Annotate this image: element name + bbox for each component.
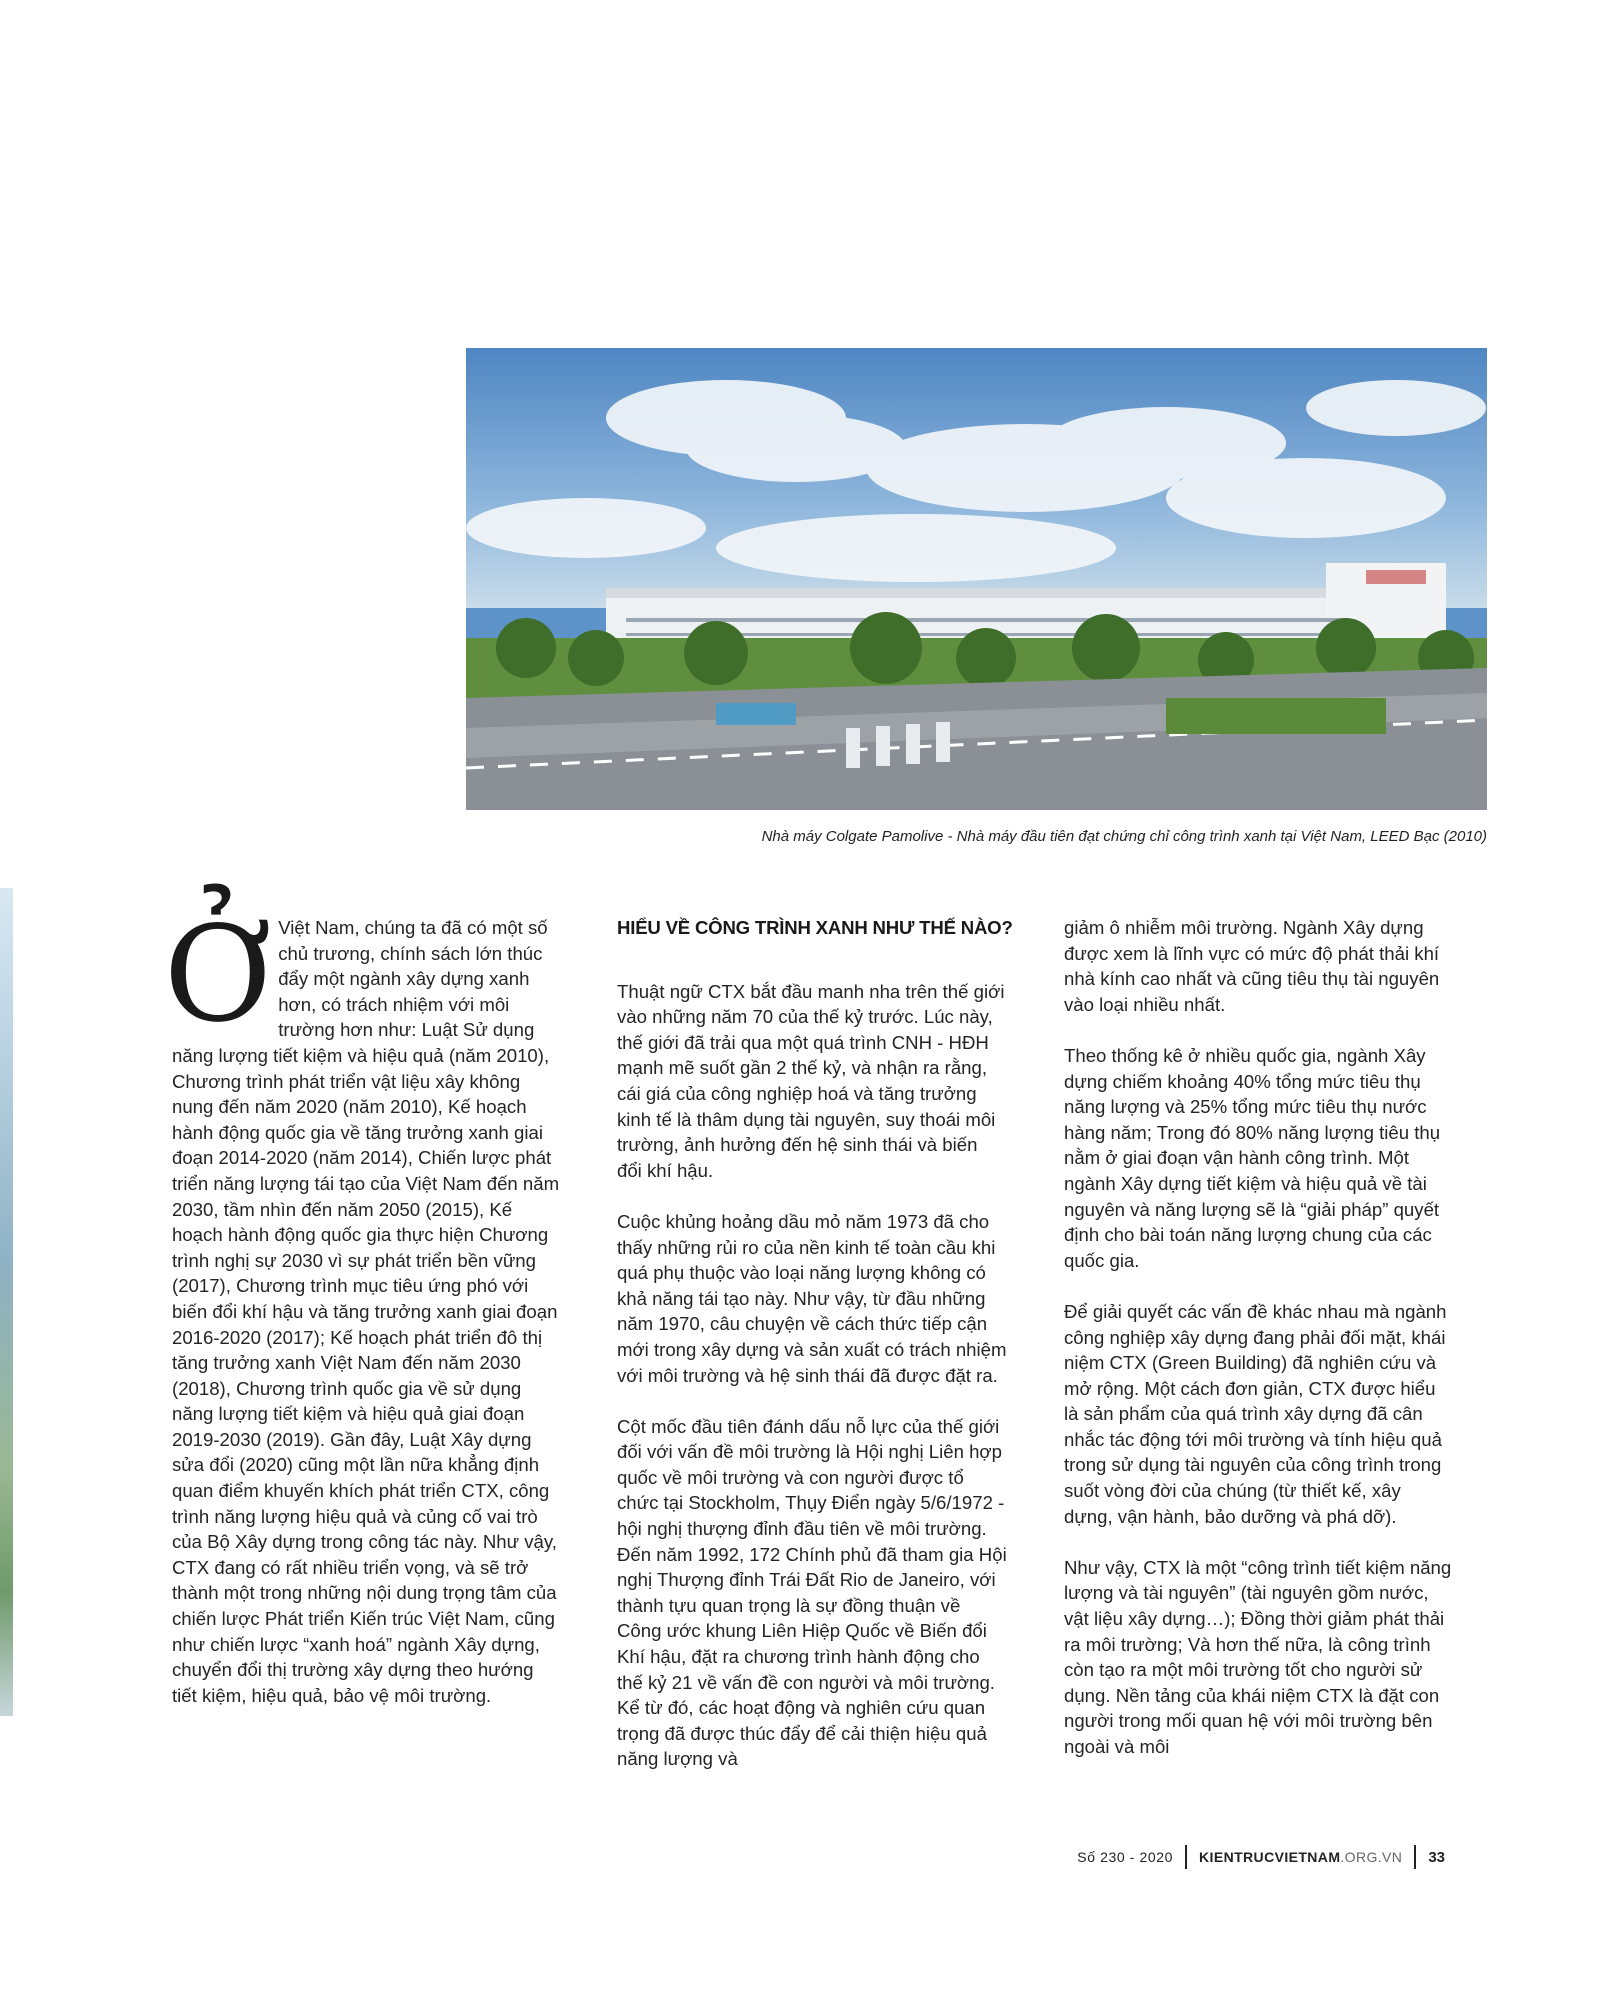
paragraph: Thuật ngữ CTX bắt đầu manh nha trên thế giới vào những năm 70 của thế kỷ trước. Lúc này, thế giới đã trải qua một quá trình CNH - HĐH mạnh mẽ suốt gần 2 thế kỷ, và nhận ra rằng, cái giá của công nghiệp hoá và tăng trưởng kinh tế là thâm dụng tài nguyên, suy thoái môi trường, ảnh hưởng đến hệ sinh thái và biến đổi khí hậu. (617, 980, 1005, 1181)
article-column-1 (164, 898, 562, 1708)
adjacent-photo-edge (0, 888, 13, 1716)
paragraph: giảm ô nhiễm môi trường. Ngành Xây dựng được xem là lĩnh vực có mức độ phát thải khí nhà kính cao nhất và cũng tiêu thụ tài nguyên vào loại nhiều nhất. (1064, 917, 1440, 1015)
paragraph: Để giải quyết các vấn đề khác nhau mà ngành công nghiệp xây dựng đang phải đối mặt, khái niệm CTX (Green Building) đã nghiên cứu và mở rộng. Một cách đơn giản, CTX được hiểu là sản phẩm của quá trình xây dựng đã cân nhắc tác động tới môi trường và tính hiệu quả trong sử dụng tài nguyên của công trình trong suốt vòng đời của chúng (từ thiết kế, xây dựng, vận hành, bảo dưỡng và phá dỡ). (1064, 1300, 1447, 1527)
factory-photo-illustration (466, 348, 1487, 810)
section-heading: HIỂU VỀ CÔNG TRÌNH XANH NHƯ THẾ NÀO? (617, 917, 1013, 938)
website-domain: .ORG.VN (1340, 1849, 1403, 1865)
intro-paragraph: Việt Nam, chúng ta đã có một số chủ trương, chính sách lớn thúc đẩy một ngành xây dựng xanh hơn, có trách nhiệm với môi trường hơn như: Luật Sử dụng năng lượng tiết kiệm và hiệu quả (năm 2010), Chương trình phát triển vật liệu xây không nung đến năm 2020 (năm 2010), Kế hoạch hành động quốc gia về tăng trưởng xanh giai đoạn 2014-2020 (năm 2014), Chiến lược phát triển năng lượng tái tạo của Việt Nam đến năm 2030, tầm nhìn đến năm 2050 (2015), Kế hoạch hành động quốc gia thực hiện Chương trình nghị sự 2030 vì sự phát triển bền vững (2017), Chương trình mục tiêu ứng phó với biến đổi khí hậu và tăng trưởng xanh giai đoạn 2016-2020 (2017); Kế hoạch phát triển đô thị tăng trưởng xanh Việt Nam đến năm 2030 (2018), Chương trình quốc gia về sử dụng năng lượng tiết kiệm và hiệu quả giai đoạn 2019-2030 (2019). Gần đây, Luật Xây dựng sửa đổi (2020) cũng một lần nữa khẳng định quan điểm khuyến khích phát triển CTX, công trình năng lượng hiệu quả và củng cố vai trò của Bộ Xây dựng trong công tác này. Như vậy, CTX đang có rất nhiều triển vọng, và sẽ trở thành một trong những nội dung trọng tâm của chiến lược Phát triển Kiến trúc Việt Nam, cũng như chiến lược “xanh hoá” ngành Xây dựng, chuyển đổi thị trường xây dựng theo hướng tiết kiệm, hiệu quả, bảo vệ môi trường. (172, 917, 560, 1706)
issue-number: Số 230 - 2020 (1077, 1849, 1174, 1865)
photo-caption: Nhà máy Colgate Pamolive - Nhà máy đầu tiên đạt chứng chỉ công trình xanh tại Việt Nam, LEED Bạc (2010) (761, 828, 1487, 845)
paragraph: Cột mốc đầu tiên đánh dấu nỗ lực của thế giới đối với vấn đề môi trường là Hội nghị Liên hợp quốc về môi trường và con người được tổ chức tại Stockholm, Thụy Điển ngày 5/6/1972 - hội nghị thượng đỉnh đầu tiên về môi trường. Đến năm 1992, 172 Chính phủ đã tham gia Hội nghị Thượng đỉnh Trái Đất Rio de Janeiro, với thành tựu quan trọng là sự đồng thuận về Công ước khung Liên Hiệp Quốc về Biến đổi Khí hậu, đặt ra chương trình hành động cho thế kỷ 21 về vấn đề con người và môi trường. Kể từ đó, các hoạt động và nghiên cứu quan trọng đã được thúc đẩy để cải thiện hiệu quả năng lượng và (617, 1415, 1007, 1770)
footer-divider (1185, 1845, 1187, 1869)
factory-photo (466, 348, 1487, 810)
page-footer (1077, 1844, 1445, 1870)
page-number: 33 (1428, 1848, 1445, 1866)
magazine-website (1199, 1849, 1402, 1865)
article-column-2 (617, 915, 1013, 1798)
paragraph: Theo thống kê ở nhiều quốc gia, ngành Xây dựng chiếm khoảng 40% tổng mức tiêu thụ năng lượng và 25% tổng mức tiêu thụ nước hàng năm; Trong đó 80% năng lượng tiêu thụ nằm ở giai đoạn vận hành công trình. Một ngành Xây dựng tiết kiệm và hiệu quả về tài nguyên và năng lượng sẽ là “giải pháp” quyết định cho bài toán năng lượng chung của các quốc gia. (1064, 1044, 1441, 1271)
website-name: KIENTRUCVIETNAM (1199, 1849, 1341, 1865)
article-column-3 (1064, 915, 1454, 1785)
footer-divider (1414, 1845, 1416, 1869)
drop-cap: Ở (164, 898, 273, 1052)
paragraph: Cuộc khủng hoảng dầu mỏ năm 1973 đã cho thấy những rủi ro của nền kinh tế toàn cầu khi quá phụ thuộc vào loại năng lượng không có khả năng tái tạo này. Như vậy, từ đầu những năm 1970, câu chuyện về cách thức tiếp cận mới trong xây dựng và sản xuất có trách nhiệm với môi trường và hệ sinh thái đã được đặt ra. (617, 1210, 1007, 1386)
paragraph: Như vậy, CTX là một “công trình tiết kiệm năng lượng và tài nguyên” (tài nguyên gồm nước, vật liệu xây dựng…); Đồng thời giảm phát thải ra môi trường; Và hơn thế nữa, là công trình còn tạo ra một môi trường tốt cho người sử dụng. Nền tảng của khái niệm CTX là đặt con người trong mối quan hệ với môi trường bên ngoài và môi (1064, 1556, 1452, 1757)
